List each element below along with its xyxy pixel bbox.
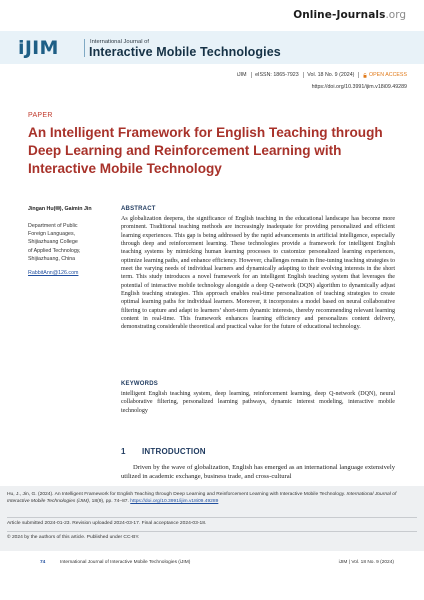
page-number: 74 xyxy=(40,560,46,565)
citation-pages: 18(9), pp. 74–87. xyxy=(90,499,131,505)
footer-volume: iJIM | Vol. 18 No. 9 (2024) xyxy=(338,560,394,565)
site-brand[interactable] xyxy=(293,9,406,25)
affiliation-line: Department of Public xyxy=(28,223,78,229)
journal-abbr: iJIM xyxy=(236,72,247,78)
affiliation-line: Foreign Languages, xyxy=(28,231,76,238)
brand-name: Online-Journals xyxy=(293,9,386,21)
banner-divider xyxy=(84,39,85,57)
open-access-label: OPEN ACCESS xyxy=(369,72,407,78)
affiliation-line: Shijiazhuang College xyxy=(28,239,78,246)
copyright-line: © 2024 by the authors of this article. Published under CC-BY. xyxy=(7,535,140,540)
meta-divider xyxy=(358,72,359,78)
section-title: INTRODUCTION xyxy=(142,447,206,456)
keywords-body: intelligent English teaching system, deep learning, reinforcement learning, deep Q-network (DQN), neural collaborative filtering, personalized learning pathways, dynamic interest modeling, interactive mobile technology xyxy=(121,391,395,414)
section-number: 1 xyxy=(121,447,126,456)
journal-banner xyxy=(0,31,424,64)
volume-info: Vol. 18 No. 9 (2024) xyxy=(307,72,355,78)
footer-journal: International Journal of Interactive Mobile Technologies (iJIM) xyxy=(60,560,191,565)
eissn: eISSN: 1865-7923 xyxy=(255,72,299,78)
abstract-body: As globalization deepens, the significance of English teaching in the educational landscape has become more prominent. Traditional teaching methods are increasingly inadequate for providing personalized and efficient learning experiences. This gap is being addressed by the rapid advancements in artificial intelligence, especially through deep and reinforcement learning. These technologies provide a framework for intelligent English teaching systems by mimicking human learning processes to customize personalized learning experiences, optimize learning paths, and enhance efficiency. However, challenges remain in fine-tuning teaching strategies to meet the varying needs of individual learners and dynamically adapting to their evolving interests in the short term. This study introduces a novel framework for an intelligent English teaching system that leverages the potential of interactive mobile technology alongside a deep Q-network (DQN) algorithm to dynamically adjust English teaching strategies. This approach enables real-time personalization of teaching strategies to create optimal learning paths for individual learners. Moreover, it incorporates a model based on neural collaborative filtering to capture and adapt to learners’ short-term dynamic interests, thereby recommending relevant learning content in real-time. This framework enhances learning efficiency and personalizes content delivery, demonstrating considerable theoretical and practical value for the future of educational technology. xyxy=(121,216,395,331)
open-lock-icon xyxy=(363,73,367,78)
author-list: Jingan Hu(✉), Gaimin Jin xyxy=(28,206,92,212)
abstract-heading: ABSTRACT xyxy=(121,206,156,212)
affiliation-line: of Applied Technology, xyxy=(28,247,81,254)
brand-tld: .org xyxy=(385,9,406,21)
meta-divider xyxy=(303,72,304,78)
citation-doi-link[interactable]: https://doi.org/10.3991/ijim.v18i09.49289 xyxy=(130,499,219,505)
journal-subtitle: International Journal of xyxy=(90,39,149,45)
citation-journal: International Journal of Interactive Mobile Technologies (iJIM), xyxy=(7,492,397,505)
keywords-heading: KEYWORDS xyxy=(121,381,158,387)
author-email-link[interactable]: RabbitAnn@126.com xyxy=(28,270,79,276)
citation-divider xyxy=(7,517,417,518)
author-affiliation xyxy=(28,222,108,263)
affiliation-line: Shijiazhuang, China xyxy=(28,255,76,262)
article-dates: Article submitted 2024-01-23. Revision uploaded 2024-03-17. Final acceptance 2024-03-18. xyxy=(7,521,207,526)
intro-paragraph: Driven by the wave of globalization, English has emerged as an international language extensively utilized in academic exchange, business trade, and cross-cultural xyxy=(121,464,395,481)
citation-text xyxy=(7,491,407,505)
article-meta xyxy=(237,72,407,78)
paper-title: An Intelligent Framework for English Teaching through Deep Learning and Reinforcement Learning with Interactive Mobile Technology xyxy=(28,125,383,176)
citation-divider xyxy=(7,531,417,532)
open-access-badge xyxy=(363,72,407,78)
doi-link[interactable]: https://doi.org/10.3991/ijim.v18i09.49289 xyxy=(311,84,407,90)
meta-divider xyxy=(251,72,252,78)
journal-title: Interactive Mobile Technologies xyxy=(89,45,281,59)
citation-main: Hu, J., Jin, G. (2024). An Intelligent Framework for English Teaching through Deep Learning and Reinforcement Learning with Interactive Mobile Technology. xyxy=(7,492,347,497)
journal-logo: iJIM xyxy=(18,37,59,59)
paper-type-label: PAPER xyxy=(28,112,53,119)
